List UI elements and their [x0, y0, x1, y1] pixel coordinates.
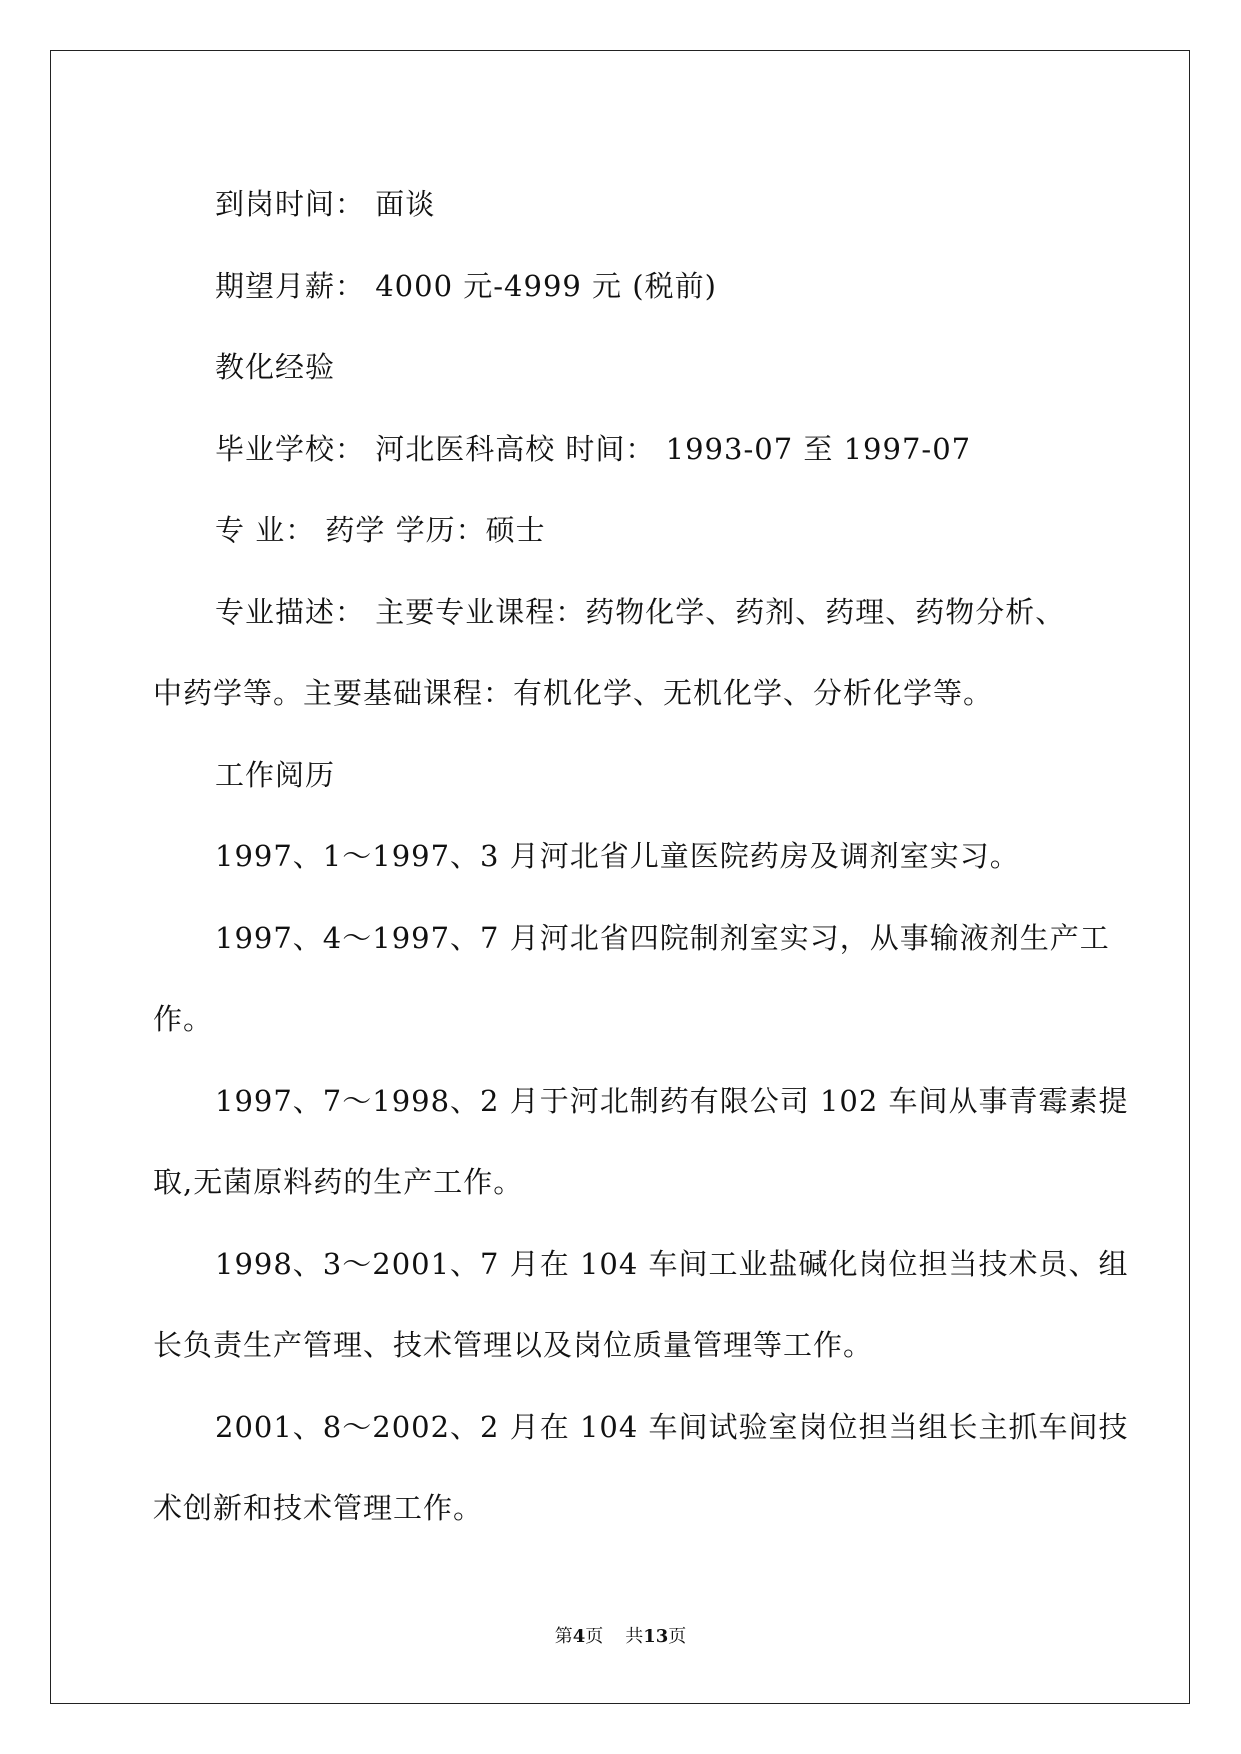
education-heading: 教化经验: [215, 350, 336, 384]
work-entry-5: 2001、8～2002、2 月在 104 车间试验室岗位担当组长主抓车间技: [215, 1409, 1129, 1444]
work-entry-4: 1998、3～2001、7 月在 104 车间工业盐碱化岗位担当技术员、组: [215, 1246, 1129, 1281]
page-suffix: 页: [585, 1626, 604, 1647]
work-entry-3: 1997、7～1998、2 月于河北制药有限公司 102 车间从事青霉素提: [215, 1083, 1129, 1118]
work-entry-2-continuation: 作。: [153, 1002, 214, 1036]
total-suffix: 页: [668, 1626, 687, 1647]
arrival-time-line: 到岗时间： 面谈: [215, 187, 436, 221]
major-line: 专 业： 药学 学历：硕士: [215, 513, 546, 547]
work-entry-4-continuation: 长负责生产管理、技术管理以及岗位质量管理等工作。: [153, 1328, 874, 1362]
page-current: 4: [572, 1626, 586, 1647]
work-entry-5-continuation: 术创新和技术管理工作。: [153, 1491, 484, 1525]
work-entry-2: 1997、4～1997、7 月河北省四院制剂室实习，从事输液剂生产工: [215, 920, 1110, 955]
page-total: 13: [643, 1626, 669, 1647]
document-body: [153, 164, 1129, 1550]
work-entry-1: 1997、1～1997、3 月河北省儿童医院药房及调剂室实习。: [215, 839, 1020, 873]
major-description-continuation: 中药学等。主要基础课程：有机化学、无机化学、分析化学等。: [153, 676, 994, 710]
work-entry-3-continuation: 取,无菌原料药的生产工作。: [153, 1165, 524, 1199]
page-footer: [0, 1622, 1241, 1648]
expected-salary-line: 期望月薪： 4000 元-4999 元 (税前): [215, 268, 717, 303]
total-prefix: 共: [625, 1626, 644, 1647]
page-prefix: 第: [554, 1626, 573, 1647]
major-description-line: 专业描述： 主要专业课程：药物化学、药剂、药理、药物分析、: [215, 594, 1066, 629]
work-experience-heading: 工作阅历: [215, 757, 336, 792]
school-line: 毕业学校： 河北医科高校 时间： 1993-07 至 1997-07: [215, 431, 972, 466]
